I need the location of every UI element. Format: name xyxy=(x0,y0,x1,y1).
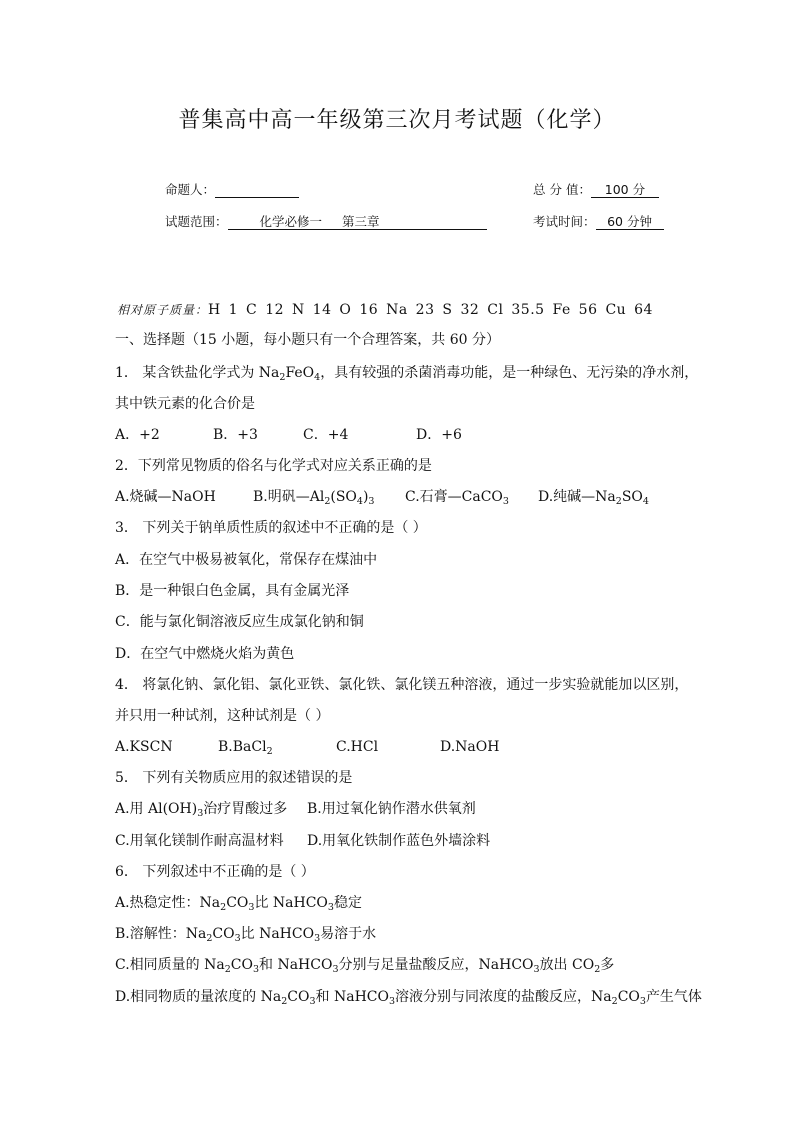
score-value: 100 分 xyxy=(591,183,659,198)
q5-option-c[interactable]: C.用氧化镁制作耐高温材料 xyxy=(115,833,284,849)
scope-field xyxy=(165,212,487,230)
atomic-mass-label: 相对原子质量： xyxy=(117,303,209,317)
q4-stem-line2: 并只用一种试剂，这种试剂是（ ） xyxy=(115,708,330,724)
q1-option-d[interactable]: D．+6 xyxy=(416,427,462,443)
scope-value-book: 化学必修一 xyxy=(259,214,323,229)
q1-stem: 1． 某含铁盐化学式为 $Na_2FeO_4$，具有较强的杀菌消毒功能，是一种绿色、无污染的净水剂， xyxy=(115,365,699,383)
author-label: 命题人： xyxy=(165,182,216,197)
q3-option-d[interactable]: D．在空气中燃烧火焰为黄色 xyxy=(115,646,295,662)
q1-options xyxy=(115,426,462,444)
q2-options xyxy=(115,488,649,506)
q1-stem-line2: 其中铁元素的化合价是 xyxy=(115,396,255,412)
time-field xyxy=(533,212,664,230)
q2-option-d[interactable]: D.纯碱$—Na_2SO_4$ xyxy=(538,489,649,507)
time-label: 考试时间： xyxy=(533,214,596,229)
q5-options-row1 xyxy=(115,800,476,818)
q5-options-row2 xyxy=(115,832,490,850)
q3-option-c[interactable]: C．能与氯化铜溶液反应生成氯化钠和铜 xyxy=(115,614,364,630)
author-field xyxy=(165,180,299,198)
scope-value xyxy=(228,215,487,230)
q1-option-b[interactable]: B．+3 xyxy=(213,427,258,443)
q4-option-c[interactable]: C.HCl xyxy=(336,739,379,755)
q4-option-b[interactable]: B.BaCl$_2$ xyxy=(218,739,273,757)
q2-option-b[interactable]: B.明矾$—Al_2(SO_4)_3$ xyxy=(253,489,375,507)
score-label: 总 分 值： xyxy=(533,182,591,197)
q4-option-a[interactable]: A.KSCN xyxy=(115,739,173,755)
q1-option-a[interactable]: A．+2 xyxy=(115,427,160,443)
q6-option-d[interactable]: D.相同物质的量浓度的 $Na_2CO_3$和 NaHCO$_3$溶液分别与同浓度的盐酸反应，$Na_2CO_3$产生气体 xyxy=(115,989,702,1007)
q6-option-c[interactable]: C.相同质量的 $Na_2CO_3$和 NaHCO$_3$分别与足量盐酸反应，NaHCO$_3$放出 $CO_2$多 xyxy=(115,957,615,975)
q6-option-b[interactable]: B.溶解性：$Na_2CO_3$比 NaHCO$_3$易溶于水 xyxy=(115,926,377,944)
page-title: 普集高中高一年级第三次月考试题（化学） xyxy=(178,108,616,133)
scope-label: 试题范围： xyxy=(165,214,228,229)
q2-option-c[interactable]: C.石膏—CaCO$_3$ xyxy=(405,489,509,507)
q5-option-b[interactable]: B.用过氧化钠作潜水供氧剂 xyxy=(307,801,476,817)
time-value: 60 分钟 xyxy=(596,215,664,230)
q3-option-a[interactable]: A．在空气中极易被氧化，常保存在煤油中 xyxy=(115,552,378,568)
q2-option-a[interactable]: A.烧碱—NaOH xyxy=(115,489,216,505)
author-value xyxy=(215,183,299,198)
q5-option-a[interactable]: A.用 $Al(OH)_3$治疗胃酸过多 xyxy=(115,801,288,819)
q3-option-b[interactable]: B．是一种银白色金属，具有金属光泽 xyxy=(115,583,350,599)
q6-stem: 6． 下列叙述中不正确的是（ ） xyxy=(115,864,315,880)
q4-stem: 4． 将氯化钠、氯化铝、氯化亚铁、氯化铁、氯化镁五种溶液，通过一步实验就能加以区别， xyxy=(115,677,689,693)
q1-option-c[interactable]: C．+4 xyxy=(303,427,349,443)
q5-option-d[interactable]: D.用氧化铁制作蓝色外墙涂料 xyxy=(307,833,491,849)
scope-value-chapter: 第三章 xyxy=(342,214,380,229)
section-heading: 一、选择题（15 小题，每小题只有一个合理答案，共 60 分） xyxy=(115,332,500,348)
score-field xyxy=(533,180,659,198)
q4-options xyxy=(115,738,499,756)
q2-stem: 2．下列常见物质的俗名与化学式对应关系正确的是 xyxy=(115,458,432,474)
atomic-mass-line xyxy=(117,301,653,318)
q3-stem: 3． 下列关于钠单质性质的叙述中不正确的是（ ） xyxy=(115,520,427,536)
atomic-mass-values: H 1 C 12 N 14 O 16 Na 23 S 32 Cl 35.5 Fe 56 Cu 64 xyxy=(208,302,653,318)
q6-option-a[interactable]: A.热稳定性：$Na_2CO_3$比 NaHCO$_3$稳定 xyxy=(115,895,362,913)
q5-stem: 5． 下列有关物质应用的叙述错误的是 xyxy=(115,770,353,786)
q4-option-d[interactable]: D.NaOH xyxy=(440,739,500,755)
